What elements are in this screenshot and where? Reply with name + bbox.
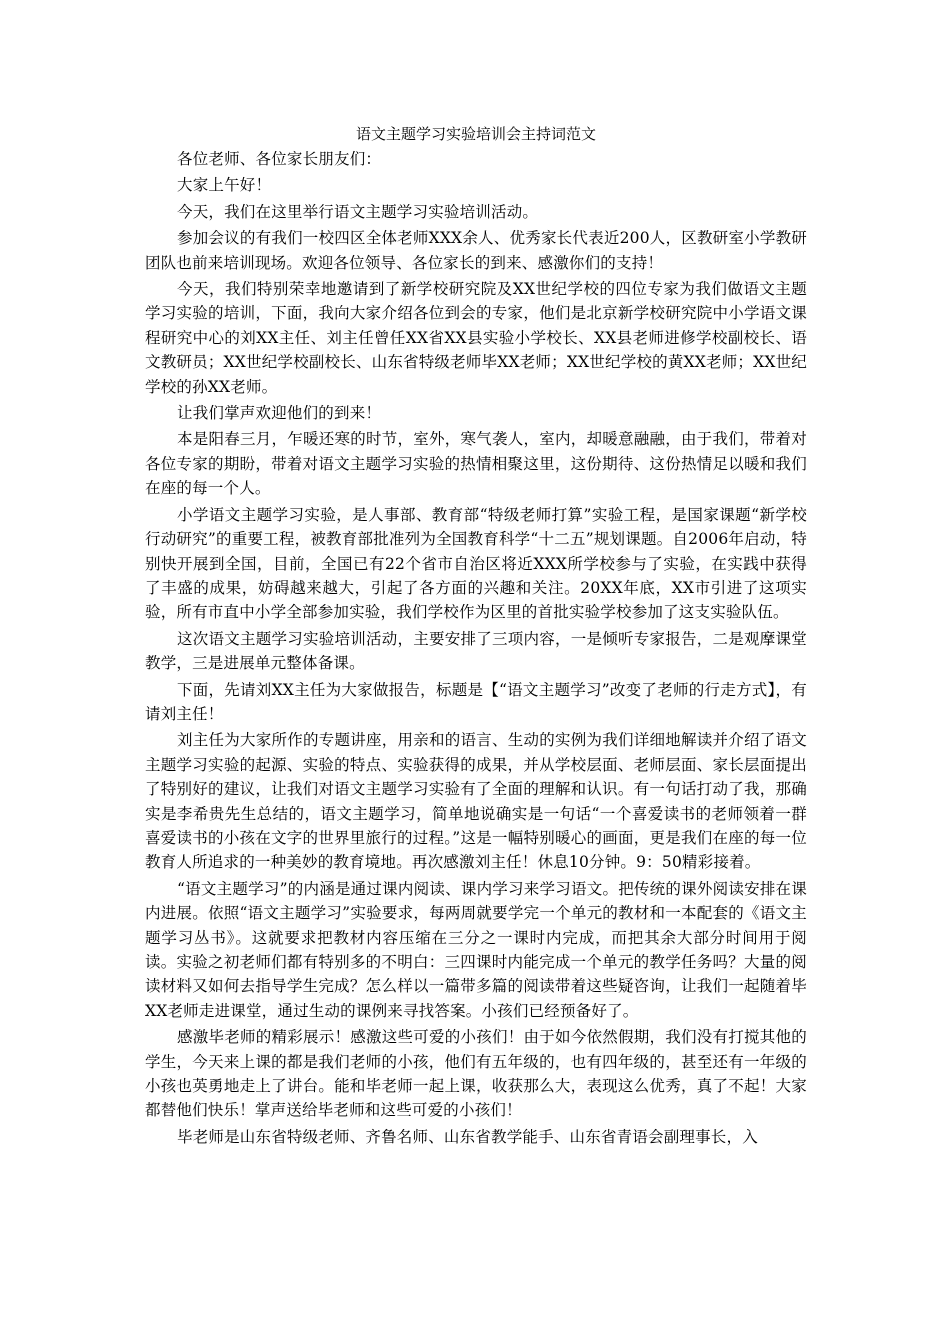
document-title: 语文主题学习实验培训会主持词范文: [355, 125, 596, 143]
paragraph-report-summary: 刘主任为大家所作的专题讲座，用亲和的语言、生动的实例为我们详细地解读并介绍了语文主题学习实验的起源、实验的特点、实验获得的成果，并从学校层面、老师层面、家长层面提出了特别好的建议，让我们对语文主题学习实验有了全面的理解和认识。有一句话打动了我，那确实是李希贵先生总结的，语文主题学习，简单地说确实是一句话“一个喜爱读书的老师领着一群喜爱读书的小孩在文字的世界里旅行的过程。”这是一幅特别暖心的画面，更是我们在座的每一位教育人所追求的一种美妙的教育境地。再次感激刘主任！休息10分钟。9：50精彩接着。: [145, 731, 807, 872]
paragraph-thanks: 感激毕老师的精彩展示！感激这些可爱的小孩们！由于如今依然假期，我们没有打搅其他的学生，今天来上课的都是我们老师的小孩，他们有五年级的，也有四年级的，甚至还有一年级的小孩也英勇地走上了讲台。能和毕老师一起上课，收获那么大，表现这么优秀，真了不起！大家都替他们快乐！掌声送给毕老师和这些可爱的小孩们！: [145, 1028, 807, 1120]
paragraph-class-intro: “语文主题学习”的内涵是通过课内阅读、课内学习来学习语文。把传统的课外阅读安排在课内进展。依照“语文主题学习”实验要求，每两周就要学完一个单元的教材和一本配套的《语文主题学习丛书》。这就要求把教材内容压缩在三分之一课时内完成，而把其余大部分时间用于阅读。实验之初老师们都有特别多的不明白：三四课时内能完成一个单元的教学任务吗？大量的阅读材料又如何去指导学生完成？怎么样以一篇带多篇的阅读带着这些疑咨询，让我们一起随着毕XX老师走进课堂，通过生动的课例来寻找答案。小孩们已经预备好了。: [145, 879, 807, 1020]
paragraph-report-intro: 下面，先请刘XX主任为大家做报告，标题是【“语文主题学习”改变了老师的行走方式】，有请刘主任！: [145, 680, 807, 723]
paragraph-welcome: 让我们掌声欢迎他们的到来！: [177, 404, 382, 423]
paragraph-intro: 今天，我们在这里举行语文主题学习实验培训活动。: [177, 202, 539, 221]
paragraph-good-morning: 大家上午好！: [177, 176, 272, 195]
paragraph-experiment-background: 小学语文主题学习实验，是人事部、教育部“特级老师打算”实验工程，是国家课题“新学校行动研究”的重要工程，被教育部批准列为全国教育科学“十二五”规划课题。自2006年启动，特别快开展到全国，目前，全国已有22个省市自治区将近XXX所学校参与了实验，在实践中获得了丰盛的成果，妨碍越来越大，引起了各方面的兴趣和关注。20XX年底，XX市引进了这项实验，所有市直中小学全部参加实验，我们学校作为区里的首批实验学校参加了这支实验队伍。: [145, 505, 807, 622]
paragraph-attendees: 参加会议的有我们一校四区全体老师XXX余人、优秀家长代表近200人，区教研室小学教研团队也前来培训现场。欢迎各位领导、各位家长的到来、感激你们的支持！: [145, 229, 807, 272]
paragraph-greeting: 各位老师、各位家长朋友们：: [177, 150, 382, 168]
document-page: [145, 122, 807, 1151]
paragraph-experts: 今天，我们特别荣幸地邀请到了新学校研究院及XX世纪学校的四位专家为我们做语文主题学习实验的培训，下面，我向大家介绍各位到会的专家，他们是北京新学校研究院中小学语文课程研究中心的刘XX主任、刘主任曾任XX省XX县实验小学校长、XX县老师进修学校副校长、语文教研员；XX世纪学校副校长、山东省特级老师毕XX老师；XX世纪学校的黄XX老师；XX世纪学校的孙XX老师。: [145, 280, 807, 396]
paragraph-spring: 本是阳春三月，乍暖还寒的时节，室外，寒气袭人，室内，却暖意融融，由于我们，带着对各位专家的期盼，带着对语文主题学习实验的热情相聚这里，这份期待、这份热情足以暖和我们在座的每一个人。: [145, 430, 807, 498]
paragraph-teacher-bio: 毕老师是山东省特级老师、齐鲁名师、山东省教学能手、山东省青语会副理事长，入: [177, 1127, 758, 1146]
paragraph-agenda: 这次语文主题学习实验培训活动，主要安排了三项内容，一是倾听专家报告，二是观摩课堂教学，三是进展单元整体备课。: [145, 629, 807, 673]
